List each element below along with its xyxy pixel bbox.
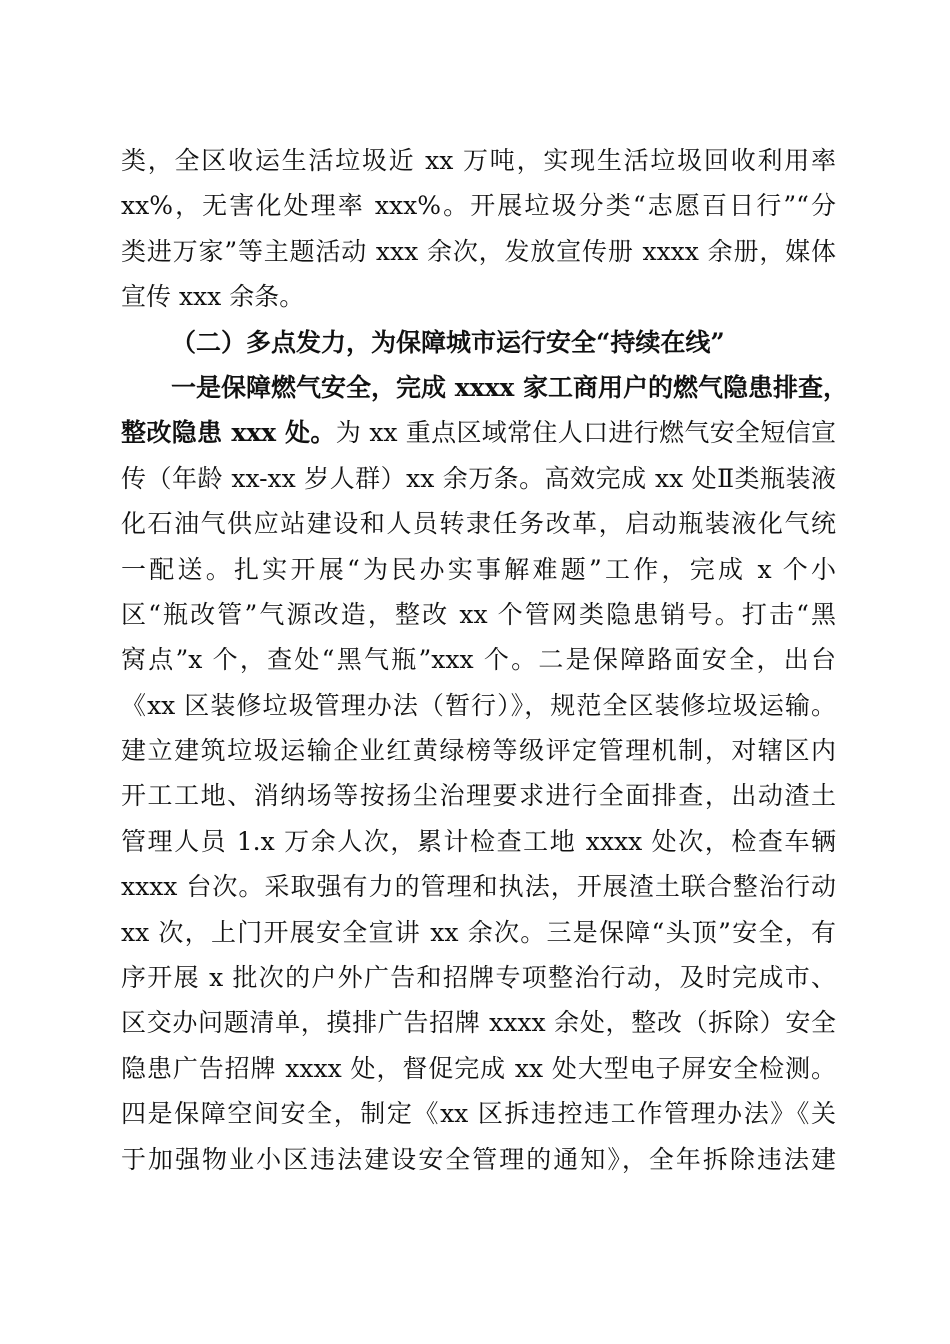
- paragraph-line: 建立建筑垃圾运输企业红黄绿榜等级评定管理机制，对辖区内: [121, 736, 836, 766]
- line-rest: 为 xx 重点区域常住人口进行燃气安全短信宣: [335, 418, 837, 448]
- paragraph-line: 区“瓶改管”气源改造，整改 xx 个管网类隐患销号。打击“黑: [121, 599, 836, 629]
- paragraph-line: 类进万家”等主题活动 xxx 余次，发放宣传册 xxxx 余册，媒体: [121, 236, 836, 266]
- paragraph-line: xx%，无害化处理率 xxx%。开展垃圾分类“志愿百日行”“分: [121, 191, 836, 221]
- paragraph-line: xxxx 台次。采取强有力的管理和执法，开展渣土联合整治行动: [121, 872, 836, 902]
- paragraph-line: 隐患广告招牌 xxxx 处，督促完成 xx 处大型电子屏安全检测。: [121, 1053, 836, 1083]
- paragraph-line: [121, 410, 836, 455]
- paragraph-line: 宣传 xxx 余条。: [121, 282, 305, 312]
- paragraph-line: 化石油气供应站建设和人员转隶任务改革，启动瓶装液化气统: [121, 509, 836, 539]
- paragraph-line: xx 次，上门开展安全宣讲 xx 余次。三是保障“头顶”安全，有: [121, 917, 836, 947]
- paragraph-line: 区交办问题清单，摸排广告招牌 xxxx 余处，整改（拆除）安全: [121, 1008, 836, 1038]
- paragraph-line: 类，全区收运生活垃圾近 xx 万吨，实现生活垃圾回收利用率: [121, 146, 836, 175]
- section-heading: （二）多点发力，为保障城市运行安全“持续在线”: [171, 327, 725, 357]
- paragraph-line: 《xx 区装修垃圾管理办法（暂行）》，规范全区装修垃圾运输。: [121, 690, 836, 720]
- paragraph-line: 窝点”x 个，查处“黑气瓶”xxx 个。二是保障路面安全，出台: [121, 645, 836, 675]
- paragraph-line: 管理人员 1.x 万余人次，累计检查工地 xxxx 处次，检查车辆: [121, 826, 836, 856]
- paragraph-line: 开工工地、消纳场等按扬尘治理要求进行全面排查，出动渣土: [121, 781, 836, 811]
- paragraph-lead-line: 一是保障燃气安全，完成 xxxx 家工商用户的燃气隐患排查，: [171, 372, 849, 402]
- paragraph-line: 四是保障空间安全，制定《xx 区拆违控违工作管理办法》《关: [121, 1099, 836, 1129]
- paragraph-line: 一配送。扎实开展“为民办实事解难题”工作，完成 x 个小: [121, 554, 836, 584]
- body-text: [121, 138, 849, 1182]
- paragraph-line: 序开展 x 批次的户外广告和招牌专项整治行动，及时完成市、: [121, 963, 836, 993]
- paragraph-line: 传（年龄 xx-xx 岁人群）xx 余万条。高效完成 xx 处Ⅱ类瓶装液: [121, 463, 836, 493]
- lead-phrase: 整改隐患 xxx 处。: [121, 418, 336, 448]
- paragraph-line: 于加强物业小区违法建设安全管理的通知》，全年拆除违法建: [121, 1144, 836, 1174]
